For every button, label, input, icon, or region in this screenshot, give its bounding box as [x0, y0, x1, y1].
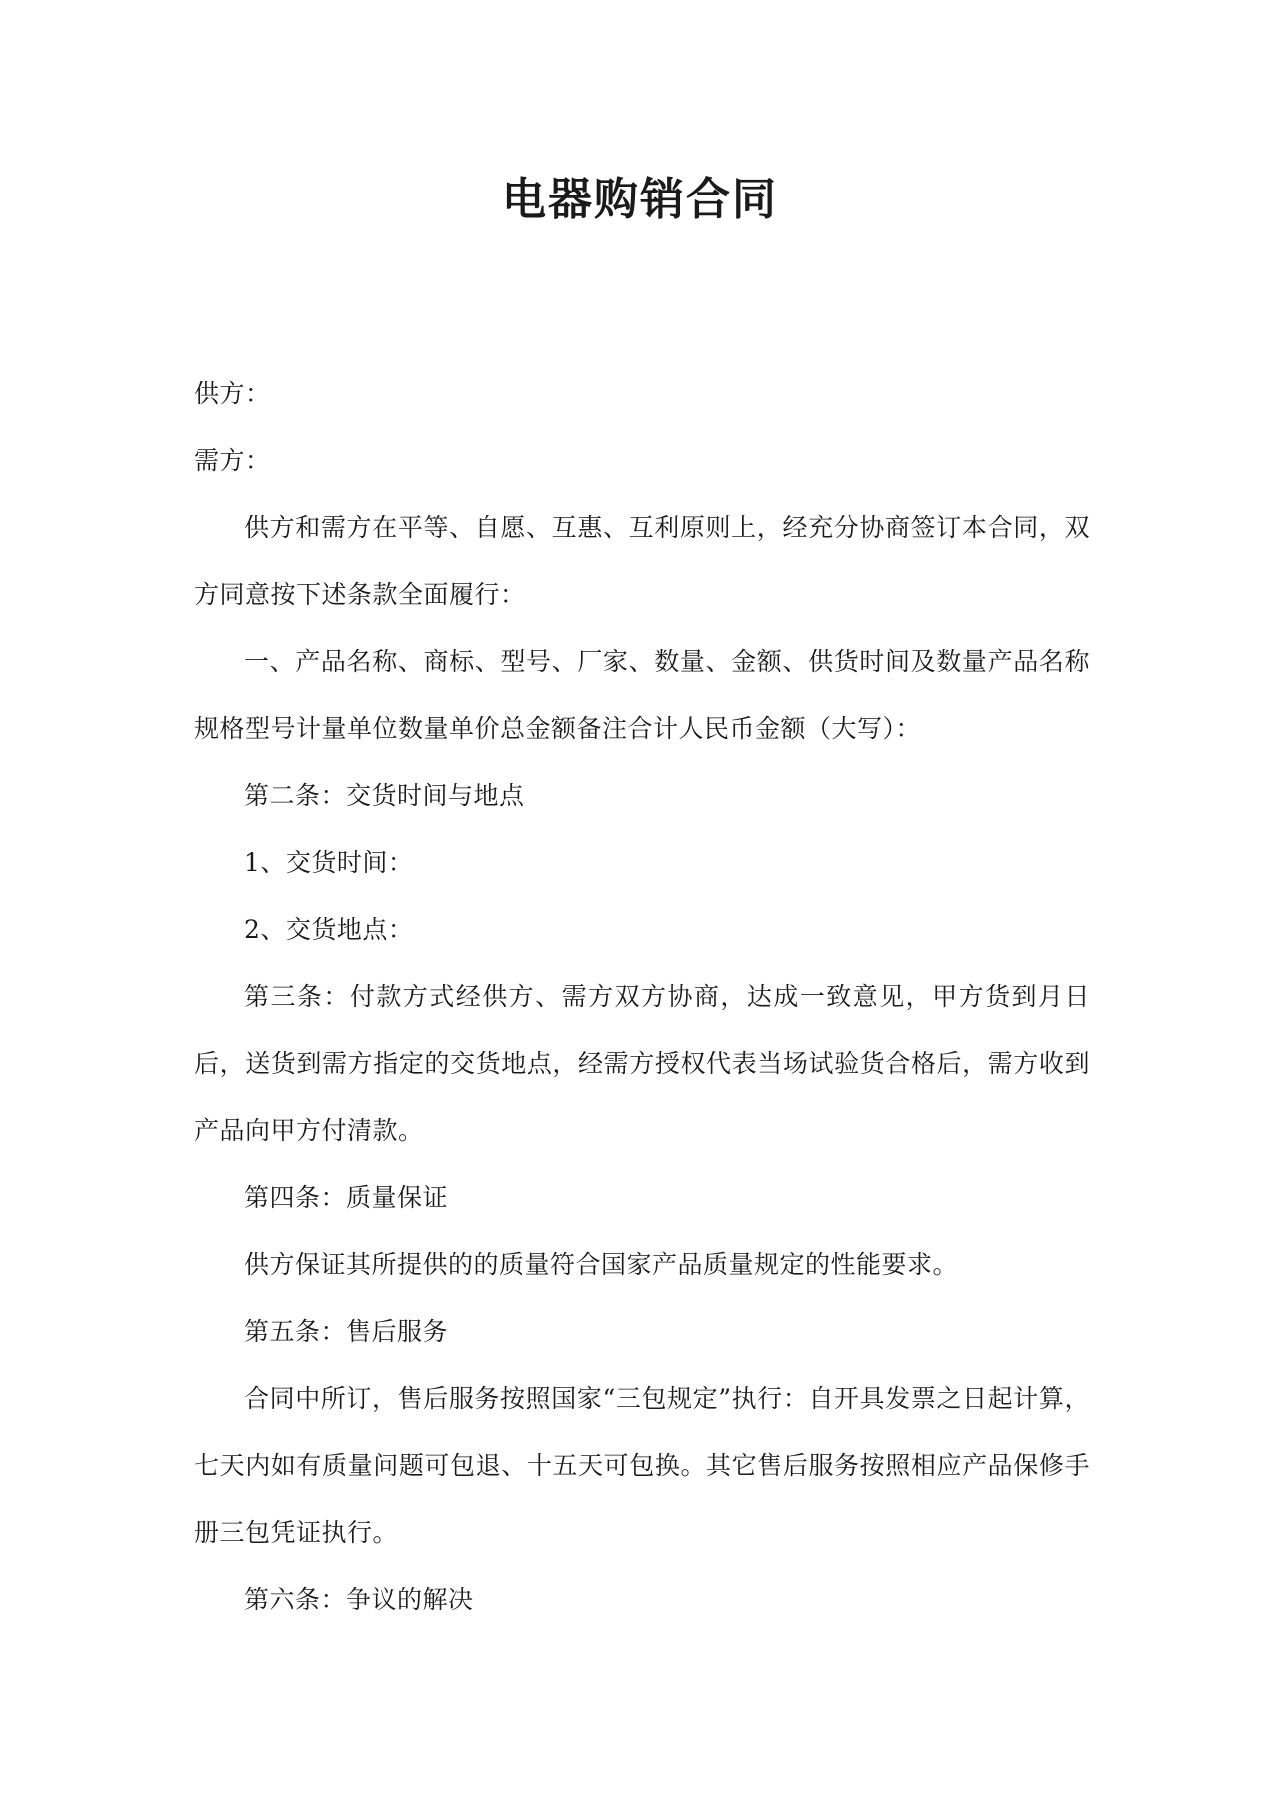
- paragraph-delivery-place: 2、交货地点：: [244, 915, 414, 944]
- document-title: 电器购销合同: [502, 174, 778, 225]
- paragraph-delivery-time: 1、交货时间：: [244, 848, 414, 877]
- heading-clause-4: 第四条：质量保证: [244, 1183, 449, 1212]
- document-body: [194, 360, 1090, 1633]
- paragraph-buyer: 需方：: [194, 446, 271, 475]
- heading-clause-5: 第五条：售后服务: [244, 1317, 449, 1346]
- paragraph-clause-1: 一、产品名称、商标、型号、厂家、数量、金额、供货时间及数量产品名称规格型号计量单位数量单价总金额备注合计人民币金额（大写）：: [194, 647, 1090, 743]
- paragraph-after-sales: 合同中所订，售后服务按照国家“三包规定”执行：自开具发票之日起计算，七天内如有质量问题可包退、十五天可包换。其它售后服务按照相应产品保修手册三包凭证执行。: [194, 1384, 1090, 1547]
- heading-clause-6: 第六条：争议的解决: [244, 1585, 474, 1614]
- heading-clause-2: 第二条：交货时间与地点: [244, 781, 525, 810]
- paragraph-quality: 供方保证其所提供的的质量符合国家产品质量规定的性能要求。: [244, 1250, 959, 1279]
- paragraph-supplier: 供方：: [194, 379, 271, 408]
- paragraph-clause-3: 第三条：付款方式经供方、需方双方协商，达成一致意见，甲方货到月日后，送货到需方指定的交货地点，经需方授权代表当场试验货合格后，需方收到产品向甲方付清款。: [194, 982, 1090, 1145]
- paragraph-preamble: 供方和需方在平等、自愿、互惠、互利原则上，经充分协商签订本合同，双方同意按下述条款全面履行：: [194, 513, 1090, 609]
